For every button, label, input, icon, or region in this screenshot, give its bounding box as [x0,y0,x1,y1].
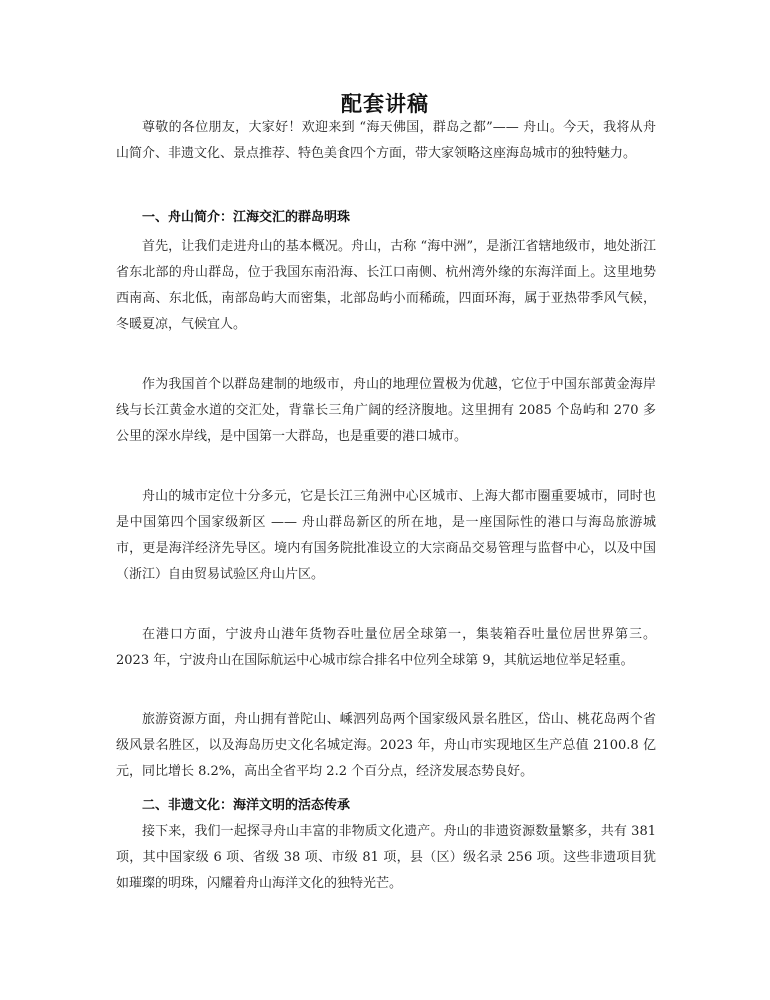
paragraph-overview: 首先，让我们走进舟山的基本概况。舟山，古称 “海中洲”，是浙江省辖地级市，地处浙江省东北部的舟山群岛，位于我国东南沿海、长江口南侧、杭州湾外缘的东海洋面上。这里地势西南高、东北低，南部岛屿大而密集，北部岛屿小而稀疏，四面环海，属于亚热带季风气候，冬暖夏凉，气候宜人。 [116,239,656,332]
paragraph-geography: 作为我国首个以群岛建制的地级市，舟山的地理位置极为优越，它位于中国东部黄金海岸线与长江黄金水道的交汇处，背靠长三角广阔的经济腹地。这里拥有 2085 个岛屿和 270 多公里的深水岸线，是中国第一大群岛，也是重要的港口城市。 [116,377,656,444]
paragraph-tourism: 旅游资源方面，舟山拥有普陀山、嵊泗列岛两个国家级风景名胜区，岱山、桃花岛两个省级风景名胜区，以及海岛历史文化名城定海。2023 年，舟山市实现地区生产总值 2100.8 亿元，同比增长 8.2%，高出全省平均 2.2 个百分点，经济发展态势良好。 [116,712,656,779]
page-title: 配套讲稿 [341,91,429,116]
paragraph-heritage: 接下来，我们一起探寻舟山丰富的非物质文化遗产。舟山的非遗资源数量繁多，共有 381 项，其中国家级 6 项、省级 38 项、市级 81 项，县（区）级名录 256 项。这些非遗项目犹如璀璨的明珠，闪耀着舟山海洋文化的独特光芒。 [116,824,656,891]
section-heading-heritage: 二、非遗文化：海洋文明的活态传承 [142,798,351,813]
section-heading-intro: 一、舟山简介：江海交汇的群岛明珠 [142,210,351,225]
paragraph-port: 在港口方面，宁波舟山港年货物吞吐量位居全球第一，集装箱吞吐量位居世界第三。2023 年，宁波舟山在国际航运中心城市综合排名中位列全球第 9，其航运地位举足轻重。 [116,627,656,668]
paragraph-city-positioning: 舟山的城市定位十分多元，它是长江三角洲中心区城市、上海大都市圈重要城市，同时也是中国第四个国家级新区 —— 舟山群岛新区的所在地，是一座国际性的港口与海岛旅游城市，更是海洋经济先导区。境内有国务院批准设立的大宗商品交易管理与监督中心，以及中国（浙江）自由贸易试验区舟山片区。 [116,489,656,582]
intro-paragraph: 尊敬的各位朋友，大家好！欢迎来到 “海天佛国，群岛之都”—— 舟山。今天，我将从舟山简介、非遗文化、景点推荐、特色美食四个方面，带大家领略这座海岛城市的独特魅力。 [116,120,656,161]
